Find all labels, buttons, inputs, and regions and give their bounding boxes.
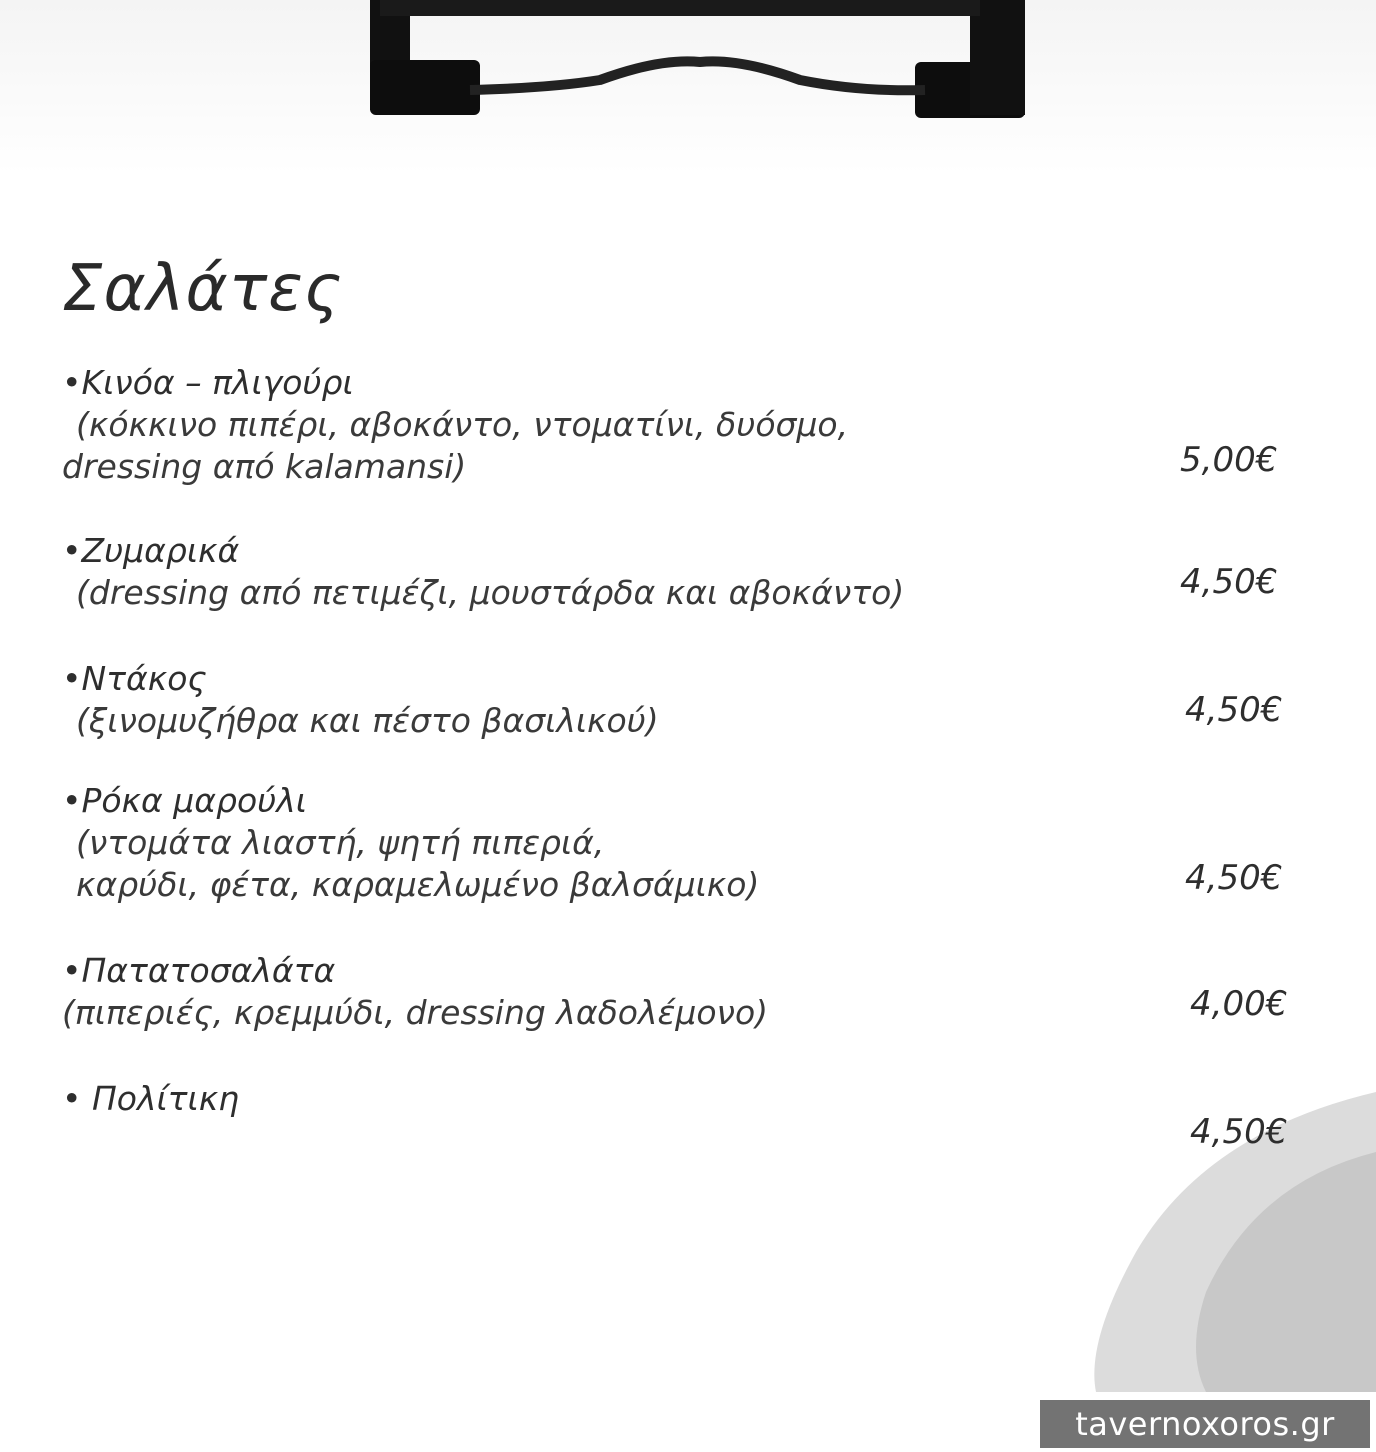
item-description: (κόκκινο πιπέρι, αβοκάντο, ντοματίνι, δυόσμο, [76,405,849,444]
item-description: (dressing από πετιμέζι, μουστάρδα και αβοκάντο) [76,573,905,612]
item-price: 4,00€ [1190,984,1288,1024]
menu-item-roka-marouli [62,780,1342,906]
menu-item-patatosalata [62,950,1342,1034]
menu-title: Σαλάτες [62,252,343,326]
background-shape [956,1092,1376,1392]
item-name: •Πατατοσαλάτα [62,951,336,990]
item-name: •Ζυμαρικά [62,531,240,570]
item-price: 4,50€ [1185,690,1283,730]
menu-item-politiki [62,1078,1342,1120]
item-name: •Ρόκα μαρούλι [62,781,307,820]
item-description-cont: καρύδι, φέτα, καραμελωμένο βαλσάμικο) [76,865,760,904]
item-price: 5,00€ [1180,440,1278,480]
item-description: (πιπεριές, κρεμμύδι, dressing λαδολέμονο) [62,993,769,1032]
item-price: 4,50€ [1185,858,1283,898]
item-description: (ντομάτα λιαστή, ψητή πιπεριά, [76,823,605,862]
item-description-cont: dressing από kalamansi) [62,447,467,486]
item-name: • Πολίτικη [62,1079,240,1118]
menu-item-ntakos [62,658,1342,742]
item-description: (ξινομυζήθρα και πέστο βασιλικού) [76,701,659,740]
site-watermark: tavernoxoros.gr [1040,1400,1370,1448]
menu-item-zymarika [62,530,1342,614]
item-price: 4,50€ [1180,562,1278,602]
menu-item-kinoa [62,362,1342,488]
item-name: •Κινόα – πλιγούρι [62,363,354,402]
clipboard-clip [360,0,1040,150]
item-price: 4,50€ [1190,1112,1288,1152]
item-name: •Ντάκος [62,659,207,698]
